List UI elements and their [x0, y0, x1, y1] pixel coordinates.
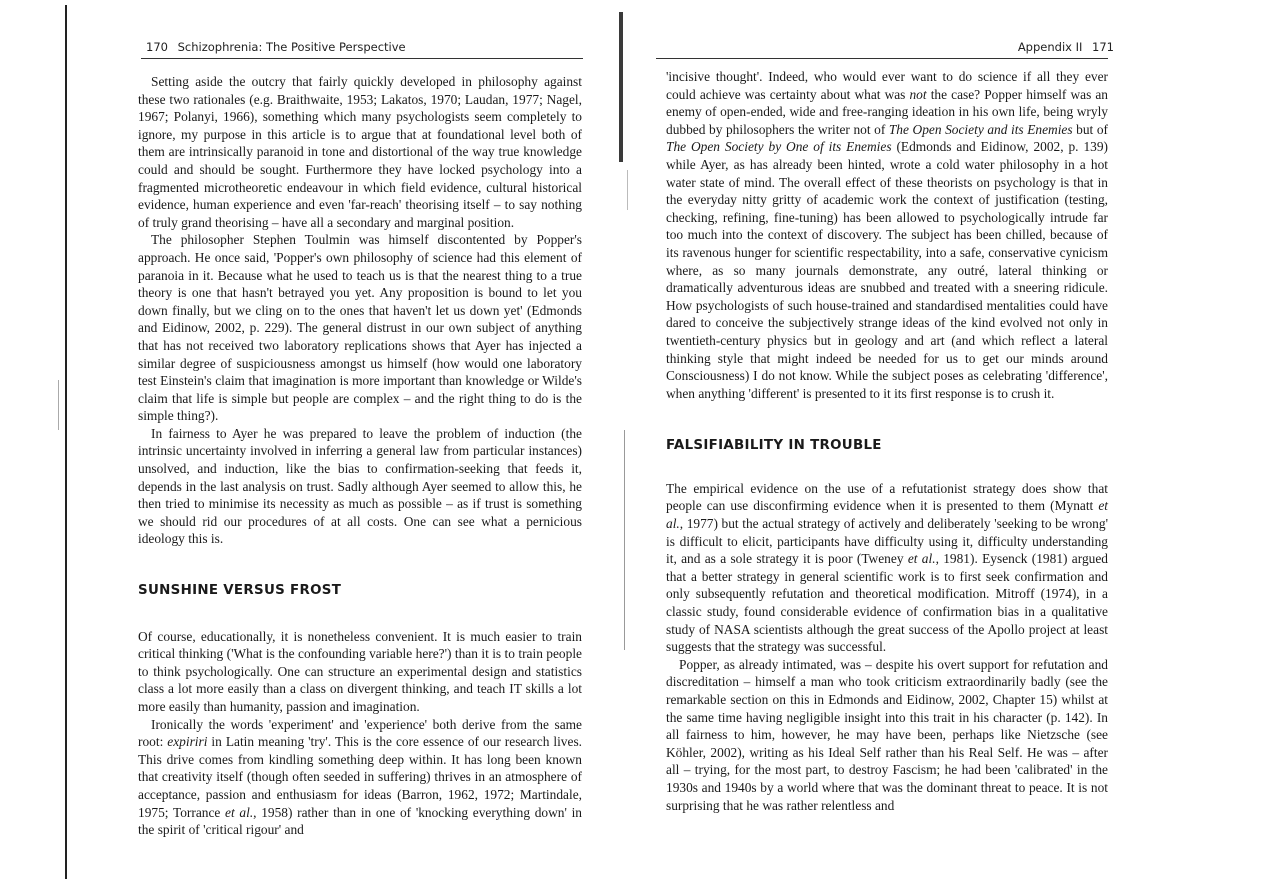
- right-section-title: Appendix II: [1017, 40, 1083, 54]
- right-header-rule: [656, 58, 1108, 59]
- left-book-title: Schizophrenia: The Positive Perspective: [177, 40, 406, 54]
- left-page-body: [138, 73, 582, 839]
- scan-speck: [58, 380, 59, 430]
- paragraph: Popper, as already intimated, was – despite his overt support for refutation and discreditation – himself a man who took criticism extraordinarily badly (see the remarkable section on this in Edmonds and Eidinow, 2002, Chapter 15) whilst at the same time having negligible insight into this trait in his character (p. 142). In all fairness to him, however, he may have been, perhaps like Nietzsche (see Köhler, 2002), writing as his Ideal Self rather than his Real Self. He was – after all – trying, for the most part, to destroy Fascism; he had been 'calibrated' in the 1930s and 1940s by a world where that was the dominant threat to peace. It is not surprising that he was rather relentless and: [666, 656, 1108, 813]
- paragraph: Setting aside the outcry that fairly quickly developed in philosophy against these two rationales (e.g. Braithwaite, 1953; Lakatos, 1970; Laudan, 1977; Nagel, 1967; Polanyi, 1966), something which many psychologists seem completely to ignore, my purpose in this article is to argue that at foundational level both of them are intrinsically paranoid in tone and distortional of the way true knowledge could and should be sought. Furthermore they have locked psychology into a fragmented microtheoretic endeavour in which field evidence, cultural historical evidence, human experience and even 'far-reach' theorising itself – to say nothing of truly grand theorising – have all a secondary and marginal position.: [138, 74, 582, 230]
- paragraph: In fairness to Ayer he was prepared to leave the problem of induction (the intrinsic uncertainty involved in inferring a general law from particular instances) unsolved, and induction, like the bias to confirmation-seeking that feeds it, depends in the last analysis on trust. Sadly although Ayer seemed to allow this, he then tried to minimise its necessity as much as possible – as if trust is something we should rid our procedures of at all costs. One can see what a pernicious ideology this is.: [138, 425, 582, 547]
- section-spacer: [138, 548, 582, 582]
- scan-speck: [627, 170, 628, 210]
- left-running-header: [146, 40, 406, 54]
- right-running-header: [1018, 40, 1114, 54]
- paragraph: The philosopher Stephen Toulmin was himself discontented by Popper's approach. He once said, 'Popper's own philosophy of science had this element of paranoia in it. Because what he used to teach us is that the nearest thing to a true theory is one that hasn't betrayed you yet. Any proposition is bound to let you down finally, but we cling on to the ones that haven't let us down yet' (Edmonds and Eidinow, 2002, p. 229). The general distrust in our own subject of anything that has not received two laboratory replications shows that Ayer has injected a similar degree of suspiciousness amongst us himself (how would one laboratory test Einstein's claim that imagination is more important than knowledge or Wilde's claim that life is simple but people are complex – and the right thing to do is the simple thing?).: [138, 232, 582, 424]
- scan-edge-left: [65, 5, 67, 879]
- scan-speck: [624, 430, 625, 650]
- paragraph: Ironically the words 'experiment' and 'experience' both derive from the same root: expiriri in Latin meaning 'try'. This is the core essence of our research lives. This drive comes from kindling something deep within. It has long been known that creativity itself (though often seeded in suffering) thrives in an atmosphere of acceptance, passion and enthusiasm for ideas (Barron, 1962, 1972; Martindale, 1975; Torrance et al., 1958) rather than in one of 'knocking everything down' in the spirit of 'critical rigour' and: [138, 716, 583, 838]
- right-page-number: 171: [1092, 40, 1114, 54]
- right-page-body: [666, 68, 1108, 814]
- section-spacer: [666, 455, 1108, 480]
- book-spine-shadow: [619, 12, 623, 162]
- left-page-number: 170: [146, 40, 168, 54]
- section-heading-sunshine: SUNSHINE VERSUS FROST: [138, 583, 342, 599]
- paragraph: The empirical evidence on the use of a refutationist strategy does show that people can use disconfirming evidence when it is presented to them (Mynatt et al., 1977) but the actual strategy of actively and deliberately 'seeking to be wrong' is difficult to elicit, participants have difficulty using it, difficulty understanding it, and as a sole strategy it is poor (Tweney et al., 1981). Eysenck (1981) argued that a better strategy in general scientific work is to first seek confirmation and only subsequently refutation and theoretical modification. Mitroff (1974), in a classic study, found considerable evidence of confirmation bias in a qualitative study of NASA scientists although the great success of the Apollo project at least suggests that the strategy was successful.: [666, 480, 1108, 655]
- paragraph: Of course, educationally, it is nonetheless convenient. It is much easier to train critical thinking ('What is the confounding variable here?') than it is to train people to think psychologically. One can structure an experimental design and statistics class a lot more easily than a class on divergent thinking, and teach IT skills a lot more easily than humanity, passion and imagination.: [138, 628, 582, 714]
- left-header-rule: [141, 58, 583, 59]
- section-spacer: [138, 600, 582, 628]
- section-heading-falsifiability: FALSIFIABILITY IN TROUBLE: [666, 438, 882, 454]
- section-spacer: [666, 402, 1108, 437]
- paragraph: 'incisive thought'. Indeed, who would ever want to do science if all they ever could achieve was certainty about what was not the case? Popper himself was an enemy of open-ended, wide and free-ranging ideation in his own life, being wryly dubbed by philosophers the writer not of The Open Society and its Enemies but of The Open Society by One of its Enemies (Edmonds and Eidinow, 2002, p. 139) while Ayer, as has already been hinted, wrote a cold water philosophy in a hot water state of mind. The overall effect of these theorists on psychology is that in the everyday nitty gritty of academic work the context of justification (testing, checking, refining, fine-tuning) has been allowed to psychologically intrude far too much into the context of discovery. The subject has been chilled, because of its ravenous hunger for scientific respectability, into a safe, conservative cynicism where, as so many journals demonstrate, any outré, lateral thinking or dramatically adventurous ideas are snubbed and treated with a sneering ridicule. How psychologists of such house-trained and standardised mentalities could have dared to conceive the subjectively strange ideas of the kind evolved not only in twentieth-century physics but in geology and art (and which reflect a lateral thinking style that might indeed be needed for us to get our minds around Consciousness) I do not know. While the subject poses as celebrating 'difference', when anything 'different' is presented to it its first response is to crush it.: [666, 69, 1109, 401]
